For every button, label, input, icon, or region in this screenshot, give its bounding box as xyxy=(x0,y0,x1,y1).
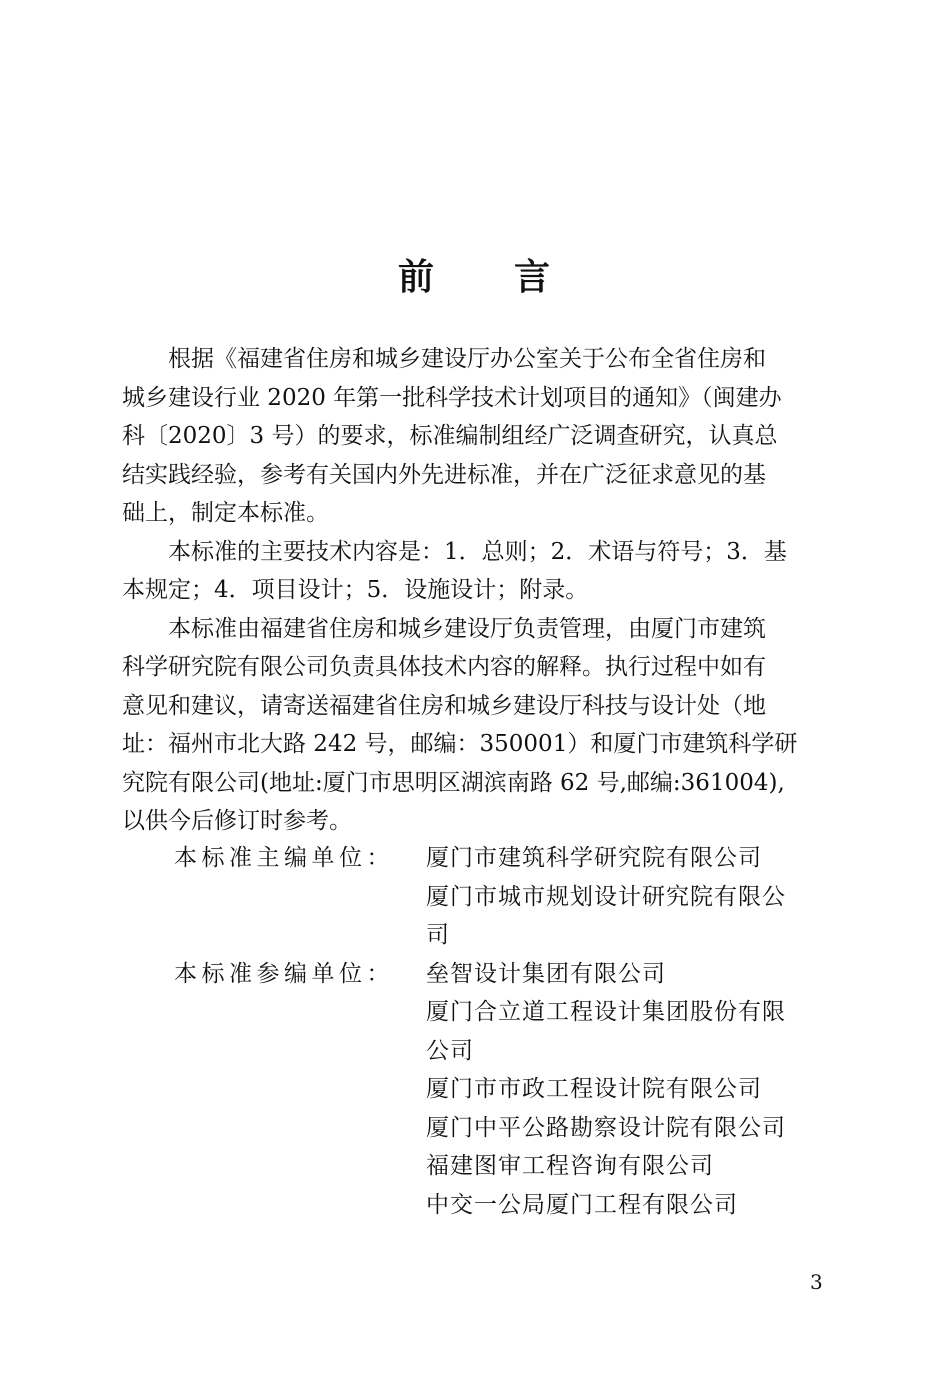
participating-units-label: 本标准参编单位： xyxy=(174,960,394,987)
paragraph-line: 科学研究院有限公司负责具体技术内容的解释。执行过程中如有 xyxy=(122,654,766,680)
title-char-2: 言 xyxy=(514,256,553,298)
chief-units-label: 本标准主编单位： xyxy=(174,845,394,871)
paragraph-line: 科〔2020〕3 号）的要求，标准编制组经广泛调查研究，认真总 xyxy=(122,423,778,449)
preface-body xyxy=(122,340,832,841)
unit-line: 厦门市城市规划设计研究院有限公 xyxy=(426,883,786,910)
paragraph-line: 础上，制定本标准。 xyxy=(122,500,329,526)
page-number: 3 xyxy=(810,1270,823,1294)
chief-units-list xyxy=(426,839,832,955)
paragraph-line: 本标准的主要技术内容是：1．总则；2．术语与符号；3．基 xyxy=(168,538,787,565)
unit-line: 福建图审工程咨询有限公司 xyxy=(426,1153,714,1179)
paragraph-line: 以供今后修订时参考。 xyxy=(122,808,352,834)
unit-line: 厦门市市政工程设计院有限公司 xyxy=(426,1076,762,1102)
unit-line: 司 xyxy=(426,922,450,948)
paragraph-line: 究院有限公司(地址:厦门市思明区湖滨南路 62 号,邮编:361004), xyxy=(122,769,785,796)
unit-line: 中交一公局厦门工程有限公司 xyxy=(426,1191,738,1218)
paragraph-management xyxy=(122,610,832,841)
participating-units-list xyxy=(426,955,832,1225)
participating-units-row xyxy=(122,955,832,1225)
unit-line: 公司 xyxy=(426,1037,474,1064)
unit-line: 厦门市建筑科学研究院有限公司 xyxy=(426,845,762,871)
paragraph-contents xyxy=(122,533,832,610)
title-char-1: 前 xyxy=(397,256,436,298)
paragraph-line: 本标准由福建省住房和城乡建设厅负责管理，由厦门市建筑 xyxy=(168,615,766,642)
paragraph-line: 址：福州市北大路 242 号，邮编：350001）和厦门市建筑科学研 xyxy=(122,731,798,757)
unit-line: 厦门中平公路勘察设计院有限公司 xyxy=(426,1114,786,1141)
unit-line: 厦门合立道工程设计集团股份有限 xyxy=(426,999,786,1025)
paragraph-line: 本规定；4．项目设计；5．设施设计；附录。 xyxy=(122,577,589,603)
chief-units-row xyxy=(122,839,832,955)
paragraph-line: 意见和建议，请寄送福建省住房和城乡建设厅科技与设计处（地 xyxy=(122,692,766,719)
paragraph-line: 结实践经验，参考有关国内外先进标准，并在广泛征求意见的基 xyxy=(122,461,766,488)
paragraph-line: 根据《福建省住房和城乡建设厅办公室关于公布全省住房和 xyxy=(168,346,766,372)
editing-units xyxy=(122,839,832,1224)
paragraph-line: 城乡建设行业 2020 年第一批科学技术计划项目的通知》（闽建办 xyxy=(122,384,782,411)
unit-line: 垒智设计集团有限公司 xyxy=(426,960,666,987)
page-title xyxy=(0,252,950,302)
paragraph-basis xyxy=(122,340,832,533)
